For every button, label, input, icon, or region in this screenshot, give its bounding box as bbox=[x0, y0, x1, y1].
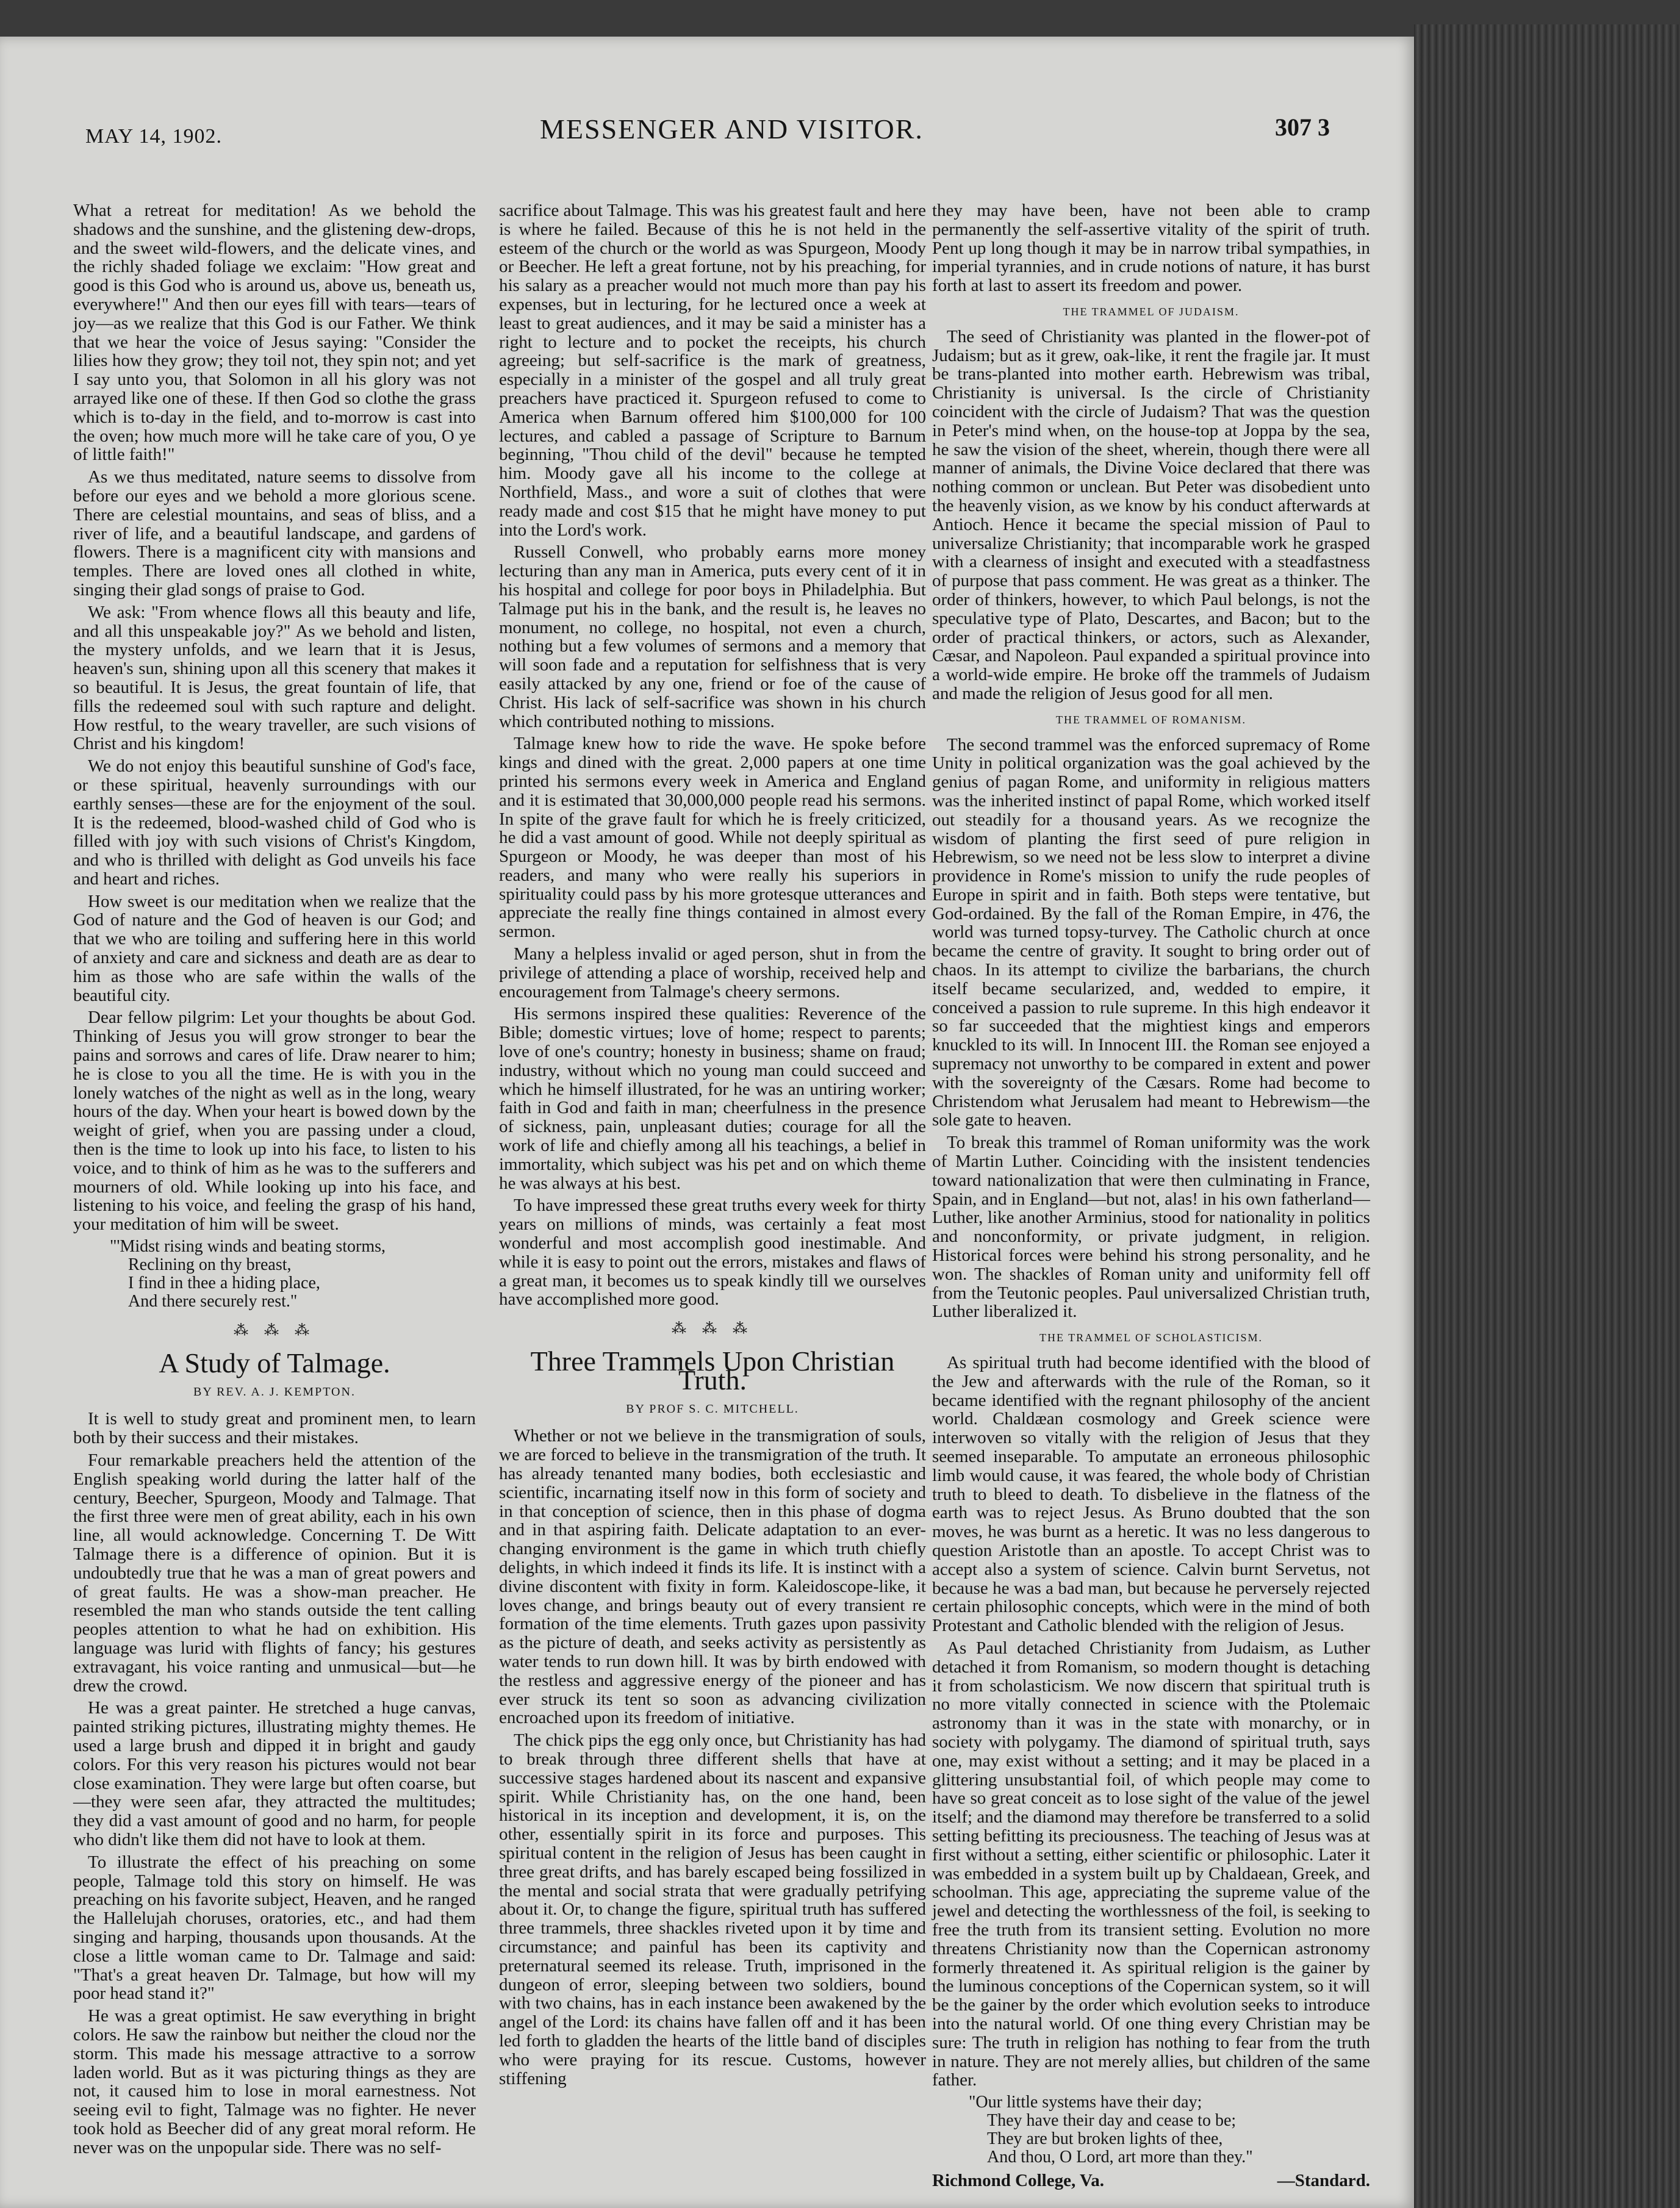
paragraph: they may have been, have not been able to cramp permanently the self-assertive vitality of the spirit of truth. Pent up long though it may be in narrow tribal sympathies, in imperial tyrannies, and in crude notions of nature, it has burst forth at last to assert its freedom and power. bbox=[932, 201, 1370, 296]
paragraph: He was a great optimist. He saw everything in bright colors. He saw the rainbow but neither the cloud nor the storm. This made his message attractive to a sorrow laden world. But as it was picturing things as they are not, it caused him to lose in moral earnestness. Not seeing evil to fight, Talmage was no fighter. He never took hold as Beecher did of any great moral reform. He never was on the unpopular side. There was no self- bbox=[73, 2006, 476, 2157]
paragraph: As we thus meditated, nature seems to dissolve from before our eyes and we behold a more glorious scene. There are celestial mountains, and seas of bliss, and a river of life, and a beautiful landscape, and gardens of flowers. There is a magnificent city with mansions and temples. There are loved ones all clothed in white, singing their glad songs of praise to God. bbox=[73, 467, 476, 600]
paragraph: Four remarkable preachers held the attention of the English speaking world during the latter half of the century, Beecher, Spurgeon, Moody and Talmage. That the first three were men of great ability, each in his own line, all would acknowledge. Concerning T. De Witt Talmage there is a difference of opinion. But it is undoubtedly true that he was a man of great powers and of great faults. He was a show-man preacher. He resembled the man who stands outside the tent calling peoples attention to what he had on exhibition. His language was lurid with flights of fancy; his gestures extravagant, his voice ranting and unmusical—but—he drew the crowd. bbox=[73, 1450, 476, 1696]
article-headline: A Study of Talmage. bbox=[159, 1347, 390, 1378]
article-byline: BY REV. A. J. KEMPTON. bbox=[193, 1385, 356, 1399]
column-1 bbox=[73, 201, 476, 2157]
paragraph: The second trammel was the enforced supremacy of Rome Unity in political organization was the goal achieved by the genius of pagan Rome, and uniformity in religious matters was the inherited instinct of papal Rome, which worked itself out steadily for a thousand years. As we recognize the wisdom of planting the first seed of pure religion in Hebrewism, so we need not be less slow to interpret a divine providence in Rome's mission to unify the rude peoples of Europe in spirit and in faith. Both steps were tentative, but God-ordained. By the fall of the Roman Empire, in 476, the world was turned topsy-turvey. The Catholic church at once became the centre of gravity. It sought to bring order out of chaos. In its attempt to civilize the barbarians, the church itself became secularized, and, wedded to empire, it conceived a passion to rule supreme. In this high endeavor it so far succeeded that the mightiest kings and emperors knuckled to its will. In Innocent III. the Roman see enjoyed a supremacy not unworthy to be compared in extent and power with the sovereignty of the Cæsars. Rome had become to Christendom what Jerusalem had meant to Hebrewism—the sole gate to heaven. bbox=[932, 734, 1370, 1130]
poem-line: Reclining on thy breast, bbox=[128, 1255, 292, 1275]
paragraph: Russell Conwell, who probably earns more money lecturing than any man in America, puts every cent of it in his hospital and college for poor boys in Philadelphia. But Talmage put his in the bank, and the result is, he leaves no monument, no college, no hospital, not even a church, nothing but a few volumes of sermons and a memory that will soon fade and a reputation for selfishness that is very easily attacked by any one, friend or foe of the cause of Christ. His lack of self-sacrifice was shown in his church which contributed nothing to missions. bbox=[499, 542, 926, 731]
paragraph: To break this trammel of Roman uniformity was the work of Martin Luther. Coinciding with the insistent tendencies toward nationalization that were then culminating in France, Spain, and in England—but not, alas! in his own fatherland—Luther, like another Arminius, stood for nationality in politics and nonconformity, or private judgment, in religion. Historical forces were behind his strong personality, and he won. The shackles of Roman unity and uniformity fell off from the Teutonic peoples. Paul universalized Christian truth, Luther liberalized it. bbox=[932, 1133, 1370, 1322]
newspaper-title: MESSENGER AND VISITOR. bbox=[540, 113, 924, 145]
section-ornament: ⁂ ⁂ ⁂ bbox=[234, 1323, 315, 1339]
signature-source: —Standard. bbox=[1277, 2171, 1370, 2191]
paragraph: Dear fellow pilgrim: Let your thoughts be about God. Thinking of Jesus you will grow stronger to bear the pains and sorrows and cares of life. Draw nearer to him; he is close to you all the time. He is with you in the lonely watches of the night as well as in the long, weary hours of the day. When your heart is bowed down by the weight of grief, when you are passing under a cloud, then is the time to look up into his face, to listen to his voice, and to think of him as he was to the sufferers and mourners of old. While looking up into his face, and listening to his voice, and feeling the grasp of his hand, your meditation of him will be sweet. bbox=[73, 1008, 476, 1235]
paragraph: Talmage knew how to ride the wave. He spoke before kings and dined with the great. 2,000 papers at one time printed his sermons every week in America and England and it is estimated that 30,000,000 people read his sermons. In spite of the grave fault for which he is freely criticized, he did a vast amount of good. While not deeply spiritual as Spurgeon or Moody, he was deeper than most of his readers, and many who were really his superiors in spirituality could pass by his more grotesque utterances and appreciate the really fine things contained in almost every sermon. bbox=[499, 734, 926, 942]
poem-line: They have their day and cease to be; bbox=[987, 2111, 1237, 2131]
poem-stanza bbox=[110, 1238, 476, 1311]
book-page-edges bbox=[1414, 24, 1680, 2208]
column-2 bbox=[499, 201, 926, 2141]
paragraph: The chick pips the egg only once, but Christianity has had to break through three different shells that have at successive stages hardened about its nascent and expansive spirit. While Christianity has, on the one hand, been historical in its inception and development, it is, on the other, essentially spirit in its force and purposes. This spiritual content in the religion of Jesus has been caught in three great drifts, and has barely escaped being fossilized in the mental and social strata that were gradually petrifying about it. Or, to change the figure, spiritual truth has suffered three trammels, three shackles riveted upon it by time and circumstance; and painful has been its captivity and preternatural seemed its release. Truth, imprisoned in the dungeon of error, sleeping between two soldiers, bound with two chains, has in each instance been awakened by the angel of the Lord: its chains have fallen off and it has been led forth to gladden the hearts of the little band of disciples who were praying for its rescue. Customs, however stiffening bbox=[499, 1730, 926, 2088]
issue-date: MAY 14, 1902. bbox=[85, 125, 222, 148]
paragraph: Whether or not we believe in the transmigration of souls, we are forced to believe in the transmigration of the truth. It has already tenanted many bodies, both ecclesiastic and scientific, incarnating itself now in this form of society and in that conception of science, then in this phase of dogma and in that aspiring faith. Delicate adaptation to an ever-changing environment is the game in which truth chiefly delights, in which indeed it finds its life. It is instinct with a divine discontent with fixity in form. Kaleidoscope-like, it loves change, and brings beauty out of every transient re formation of the time elements. Truth gazes upon passivity as the picture of death, and seeks activity as persistently as water tends to run down hill. It was by birth endowed with the restless and aggressive energy of the pioneer and has ever struck its tent so soon as advancing civilization encroached upon its freedom of initiative. bbox=[499, 1426, 926, 1728]
article-signature bbox=[932, 2171, 1370, 2190]
paragraph: He was a great painter. He stretched a huge canvas, painted striking pictures, illustrating mighty themes. He used a large brush and dipped it in bright and gaudy colors. For this very reason his pictures would not bear close examination. They were large but often coarse, but—they were seen afar, they attracted the multitudes; they did a vast amount of good and no harm, for people who didn't like them did not have to look at them. bbox=[73, 1698, 476, 1849]
poem-line: And there securely rest." bbox=[128, 1292, 298, 1311]
paragraph: Many a helpless invalid or aged person, shut in from the privilege of attending a place of worship, received help and encouragement from Talmage's cheery sermons. bbox=[499, 944, 926, 1002]
section-ornament: ⁂ ⁂ ⁂ bbox=[672, 1321, 753, 1338]
paragraph: How sweet is our meditation when we realize that the God of nature and the God of heaven is our God; and that we who are toiling and suffering here in this world of anxiety and care and sickness and death are as dear to him as those who are safe within the walls of the beautiful city. bbox=[73, 891, 476, 1005]
poem-line: They are but broken lights of thee, bbox=[987, 2129, 1223, 2149]
masthead bbox=[85, 113, 1330, 174]
poem-line: And thou, O Lord, art more than they." bbox=[987, 2148, 1253, 2167]
poem-stanza bbox=[969, 2093, 1370, 2167]
paragraph: We ask: "From whence flows all this beauty and life, and all this unspeakable joy?" As we behold and listen, the mystery unfolds, and we learn that it is Jesus, heaven's sun, shining upon all this scenery that makes it so beautiful. It is Jesus, the great fountain of life, that fills the redeemed soul with such rapture and delight. How restful, to the weary traveller, are such visions of Christ and his kingdom! bbox=[73, 602, 476, 754]
poem-line: "'Midst rising winds and beating storms, bbox=[110, 1237, 386, 1256]
paragraph: To have impressed these great truths every week for thirty years on millions of minds, was certainly a feat most wonderful and most accomplish good inestimable. And while it is easy to point out the errors, mistakes and flaws of a great man, it becomes us to speak kindly till we ourselves have accomplished more good. bbox=[499, 1195, 926, 1310]
paragraph: We do not enjoy this beautiful sunshine of God's face, or these spiritual, heavenly surroundings with our earthly senses—these are for the enjoyment of the soul. It is the redeemed, blood-washed child of God who is filled with joy with such visions of Christ's Kingdom, and who is thrilled with delight as God unveils his face and heart and riches. bbox=[73, 756, 476, 889]
paragraph: sacrifice about Talmage. This was his greatest fault and here is where he failed. Because of this he is not held in the esteem of the church or the world as was Spurgeon, Moody or Beecher. He left a great fortune, not by his preaching, for his salary as a preacher would not much more than pay his expenses, but in lecturing, for he lectured once a week at least to great audiences, and it may be said a minister has a right to lecture and to pocket the receipts, his church agreeing; but self-sacrifice is the mark of greatness, especially in a minister of the gospel and all truly great preachers have practiced it. Spurgeon refused to come to America when Barnum offered him $100,000 for 100 lectures, and cabled a passage of Scripture to Barnum beginning, "Thou child of the devil" because he tempted him. Moody gave all his income to the college at Northfield, Mass., and wore a suit of clothes that were ready made and cost $15 that he might have money to put into the Lord's work. bbox=[499, 201, 926, 540]
paragraph: It is well to study great and prominent men, to learn both by their success and their mistakes. bbox=[73, 1409, 476, 1448]
paragraph: As spiritual truth had become identified with the blood of the Jew and afterwards with the rule of the Roman, so it became identified with the regnant philosophy of the ancient world. Chaldæan cosmology and Greek science were interwoven so vitally with the religion of Jesus that they seemed inseparable. To amputate an erroneous philosophic limb would cause, it was feared, the whole body of Christian truth to bleed to death. To disbelieve in the flatness of the earth was to reject Jesus. As Bruno doubted that the son moves, he was burnt as a heretic. It was no less dangerous to question Aristotle than an apostle. To accept Christ was to accept also a system of science. Calvin burnt Servetus, not because he was a bad man, but because he perversely rejected certain philosophic concepts, which were in the mind of both Protestant and Catholic blended with the religion of Jesus. bbox=[932, 1353, 1370, 1636]
paragraph: His sermons inspired these qualities: Reverence of the Bible; domestic virtues; love of home; respect to parents; love of one's country; honesty in business; shame on fraud; industry, without which no young man could succeed and which he himself illustrated, for he was an untiring worker; faith in God and faith in man; cheerfulness in the presence of sickness, pain, unpleasant duties; courage for all the work of life and chiefly among all his teachings, a belief in immortality, which subject was his pet and on which theme he was always at his best. bbox=[499, 1004, 926, 1193]
section-subhead: THE TRAMMEL OF ROMANISM. bbox=[1055, 713, 1247, 726]
poem-line: I find in thee a hiding place, bbox=[128, 1274, 320, 1293]
paragraph: To illustrate the effect of his preaching on some people, Talmage told this story on himself. He was preaching on his favorite subject, Heaven, and he ranged the Hallelujah choruses, oratories, etc., and had them singing and harping, thousands upon thousands. At the close a little woman came to Dr. Talmage and said: "That's a great heaven Dr. Talmage, but how will my poor head stand it?" bbox=[73, 1852, 476, 2004]
section-subhead: THE TRAMMEL OF SCHOLASTICISM. bbox=[1039, 1332, 1263, 1344]
paragraph: As Paul detached Christianity from Judaism, as Luther detached it from Romanism, so modern thought is detaching it from scholasticism. We now discern that spiritual truth is no more vitally connected in science with the Ptolemaic astronomy than it was in the state with monarchy, or in society with polygamy. The diamond of spiritual truth, says one, may exist without a setting; and it may be placed in a glittering unsubstantial foil, of which people may come to have so great conceit as to lose sight of the value of the jewel itself; and the diamond may therefore be transferred to a solid setting befitting its preciousness. The teaching of Jesus was at first without a setting, either scientific or philosophic. Later it was embedded in a system built up by Chaldaean, Greek, and schoolman. This age, appreciating the supreme value of the jewel and detecting the worthlessness of the foil, is seeking to free the truth from its transient setting. Evolution no more threatens Christianity now than the Copernican astronomy formerly threatened it. As spiritual religion is the gainer by the luminous conceptions of the Copernican system, so it will be the gainer by the order which evolution seeks to introduce into the natural world. Of one thing every Christian may be sure: The truth in religion has nothing to fear from the truth in nature. They are not merely allies, but children of the same father. bbox=[932, 1638, 1370, 2090]
article-byline: BY PROF S. C. MITCHELL. bbox=[626, 1402, 799, 1416]
signature-place: Richmond College, Va. bbox=[932, 2171, 1104, 2191]
article-headline: Three Trammels Upon Christian Truth. bbox=[530, 1346, 895, 1396]
page-number: 307 3 bbox=[1275, 113, 1330, 141]
section-subhead: THE TRAMMEL OF JUDAISM. bbox=[1063, 305, 1240, 318]
poem-line: "Our little systems have their day; bbox=[969, 2093, 1202, 2112]
column-3 bbox=[932, 201, 1370, 2191]
paragraph: What a retreat for meditation! As we behold the shadows and the sunshine, and the glistening dew-drops, and the sweet wild-flowers, and the delicate vines, and the richly shaded foliage we exclaim: "How great and good is this God who is around us, above us, beneath us, everywhere!" And then our eyes fill with tears—tears of joy—as we realize that this God is our Father. We think that we hear the voice of Jesus saying: "Consider the lilies how they grow; they toil not, they spin not; and yet I say unto you, that Solomon in all his glory was not arrayed like one of these. If then God so clothe the grass which is to-day in the field, and to-morrow is cast into the oven; how much more will he take care of you, O ye of little faith!" bbox=[73, 201, 476, 465]
paragraph: The seed of Christianity was planted in the flower-pot of Judaism; but as it grew, oak-like, it rent the fragile jar. It must be trans-planted into mother earth. Hebrewism was tribal, Christianity is universal. Is the circle of Christianity coincident with the circle of Judaism? That was the question in Peter's mind when, on the house-top at Joppa by the sea, he saw the vision of the sheet, wherein, though there were all manner of animals, the Divine Voice declared that there was nothing common or unclean. But Peter was disobedient unto the heavenly vision, as we know by his conduct afterwards at Antioch. Hence it became the special mission of Paul to universalize Christianity; that incomparable work he grasped with a clearness of insight and executed with a steadfastness of purpose that pass comment. He was great as a thinker. The order of thinkers, however, to which Paul belongs, is not the speculative type of Plato, Descartes, and Bacon; but to the order of practical thinkers, or actors, such as Alexander, Cæsar, and Napoleon. Paul expanded a spiritual province into a world-wide empire. He broke off the trammels of Judaism and made the religion of Jesus good for all men. bbox=[932, 326, 1370, 703]
